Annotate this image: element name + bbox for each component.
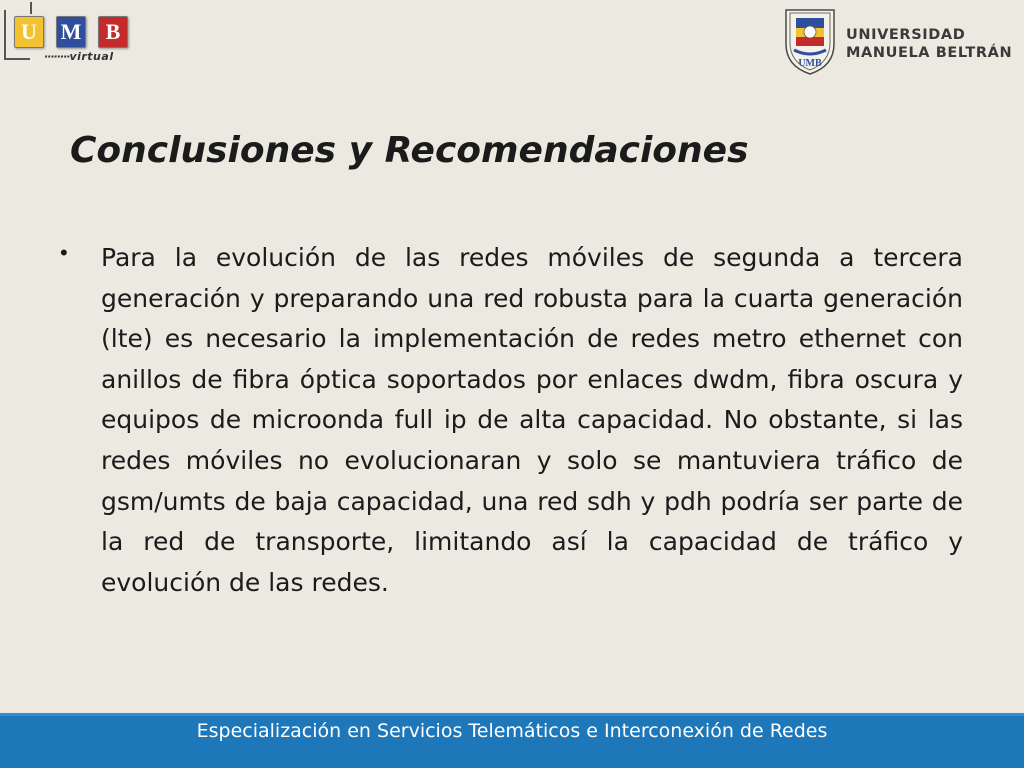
university-seal-icon (780, 4, 840, 76)
footer-text: Especialización en Servicios Telemáticos e Interconexión de Redes (196, 720, 828, 742)
seal-text: UMB (798, 58, 822, 69)
slide-bullet-text: Para la evolución de las redes móviles de segunda a tercera generación y preparando una red robusta para la cuarta generación (lte) es necesario la implementación de redes metro ethernet con anillos de fibra óptica soportados por enlaces dwdm, fibra oscura y equipos de microonda full ip de alta capacidad. No obstante, si las redes móviles no evolucionaran y solo se mantuviera tráfico de gsm/umts de baja capacidad, una red sdh y pdh podría ser parte de la red de transporte, limitando así la capacidad de tráfico y evolución de las redes. (101, 243, 963, 597)
university-name-line1: UNIVERSIDAD (846, 27, 966, 43)
logo-letter-u: U (14, 16, 44, 48)
logo-letter-b: B (98, 16, 128, 48)
logo-letter-m: M (56, 16, 86, 48)
logo-frame-top (30, 2, 32, 14)
university-logo (780, 4, 1020, 76)
university-name (846, 26, 1012, 62)
logo-subtitle: ········virtual (44, 50, 114, 63)
bullet-icon: • (60, 240, 68, 265)
slide-title: Conclusiones y Recomendaciones (70, 130, 749, 171)
umb-virtual-logo (0, 0, 140, 70)
university-name-line2: MANUELA BELTRÁN (846, 45, 1013, 61)
